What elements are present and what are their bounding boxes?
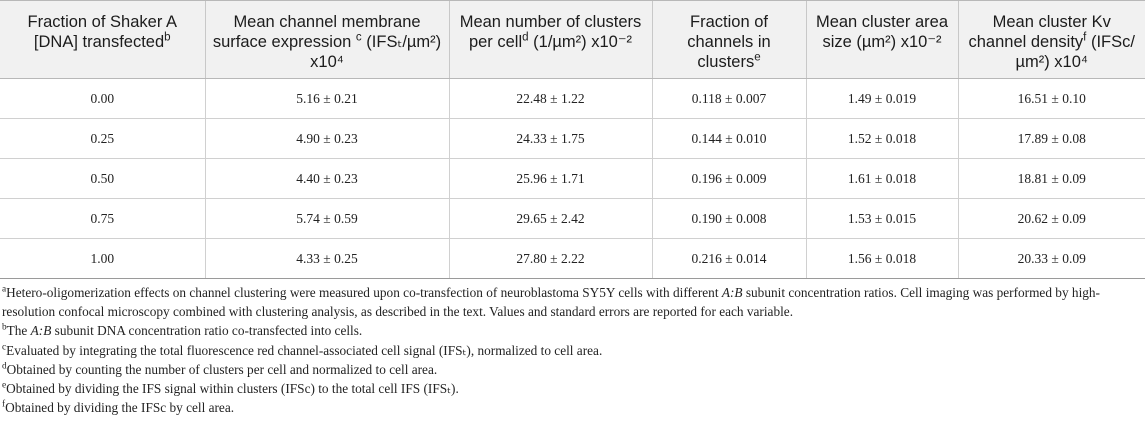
table-cell: 4.40 ± 0.23 [205, 159, 449, 199]
table-cell: 1.49 ± 0.019 [806, 79, 958, 119]
column-header-cluster-area: Mean cluster area size (µm²) x10⁻² [806, 1, 958, 79]
column-header-membrane-expression: Mean channel membrane surface expression $^c$ (IFSₜ/µm²) x10⁴ [205, 1, 449, 79]
table-row [0, 199, 1145, 239]
table-cell: 0.25 [0, 119, 205, 159]
footnote-e: $^e$Obtained by dividing the IFS signal within clusters (IFSc) to the total cell IFS (IFSₜ). [2, 380, 459, 397]
table-cell: 5.16 ± 0.21 [205, 79, 449, 119]
table-cell: 5.74 ± 0.59 [205, 199, 449, 239]
table-cell: 0.118 ± 0.007 [652, 79, 806, 119]
table-row [0, 159, 1145, 199]
table-cell: 4.90 ± 0.23 [205, 119, 449, 159]
footnote-d: $^d$Obtained by counting the number of clusters per cell and normalized to cell area. [2, 361, 438, 377]
table-cell: 0.190 ± 0.008 [652, 199, 806, 239]
table-cell: 1.53 ± 0.015 [806, 199, 958, 239]
table-cell: 1.52 ± 0.018 [806, 119, 958, 159]
table-cell: 0.144 ± 0.010 [652, 119, 806, 159]
table-cell: 25.96 ± 1.71 [449, 159, 652, 199]
table-cell: 0.00 [0, 79, 205, 119]
table-cell: 16.51 ± 0.10 [958, 79, 1145, 119]
table-cell: 0.75 [0, 199, 205, 239]
header-row [0, 1, 1145, 79]
table-row [0, 239, 1145, 279]
table-cell: 1.00 [0, 239, 205, 279]
table-cell: 17.89 ± 0.08 [958, 119, 1145, 159]
column-header-cluster-density: Mean cluster Kv channel density$^f$ (IFSc/µm²) x10⁴ [958, 1, 1145, 79]
footnote-a: $^a$Hetero-oligomerization effects on channel clustering were measured upon co-transfection of neuroblastoma SY5Y cells with different A:B subunit concentration ratios. Cell imaging was performed by high-resolution confocal microscopy combined with clustering analysis, as described in the text. Values and standard errors are reported for each variable. [2, 284, 1100, 320]
footnote-b: $^b$The A:B subunit DNA concentration ratio co-transfected into cells. [2, 322, 363, 339]
table-cell: 22.48 ± 1.22 [449, 79, 652, 119]
table-cell: 18.81 ± 0.09 [958, 159, 1145, 199]
table-cell: 4.33 ± 0.25 [205, 239, 449, 279]
table-row [0, 79, 1145, 119]
table-cell: 0.196 ± 0.009 [652, 159, 806, 199]
column-header-fraction-shaker-a: Fraction of Shaker A [DNA] transfected$^b$ [0, 1, 205, 79]
column-header-clusters-per-cell: Mean number of clusters per cell$^d$ (1/µm²) x10⁻² [449, 1, 652, 79]
table-footnotes [0, 279, 1145, 417]
footnote-c: $^c$Evaluated by integrating the total fluorescence red channel-associated cell signal (IFSₜ), normalized to cell area. [2, 342, 603, 358]
table-cell: 29.65 ± 2.42 [449, 199, 652, 239]
table-cell: 1.56 ± 0.018 [806, 239, 958, 279]
table-cell: 0.50 [0, 159, 205, 199]
table-cell: 0.216 ± 0.014 [652, 239, 806, 279]
footnote-f: $^f$Obtained by dividing the IFSc by cell area. [2, 399, 235, 416]
table-cell: 20.62 ± 0.09 [958, 199, 1145, 239]
table-cell: 27.80 ± 2.22 [449, 239, 652, 279]
table-cell: 1.61 ± 0.018 [806, 159, 958, 199]
table-row [0, 119, 1145, 159]
table-cell: 24.33 ± 1.75 [449, 119, 652, 159]
table-cell: 20.33 ± 0.09 [958, 239, 1145, 279]
column-header-fraction-in-clusters: Fraction of channels in clusters$^e$ [652, 1, 806, 79]
